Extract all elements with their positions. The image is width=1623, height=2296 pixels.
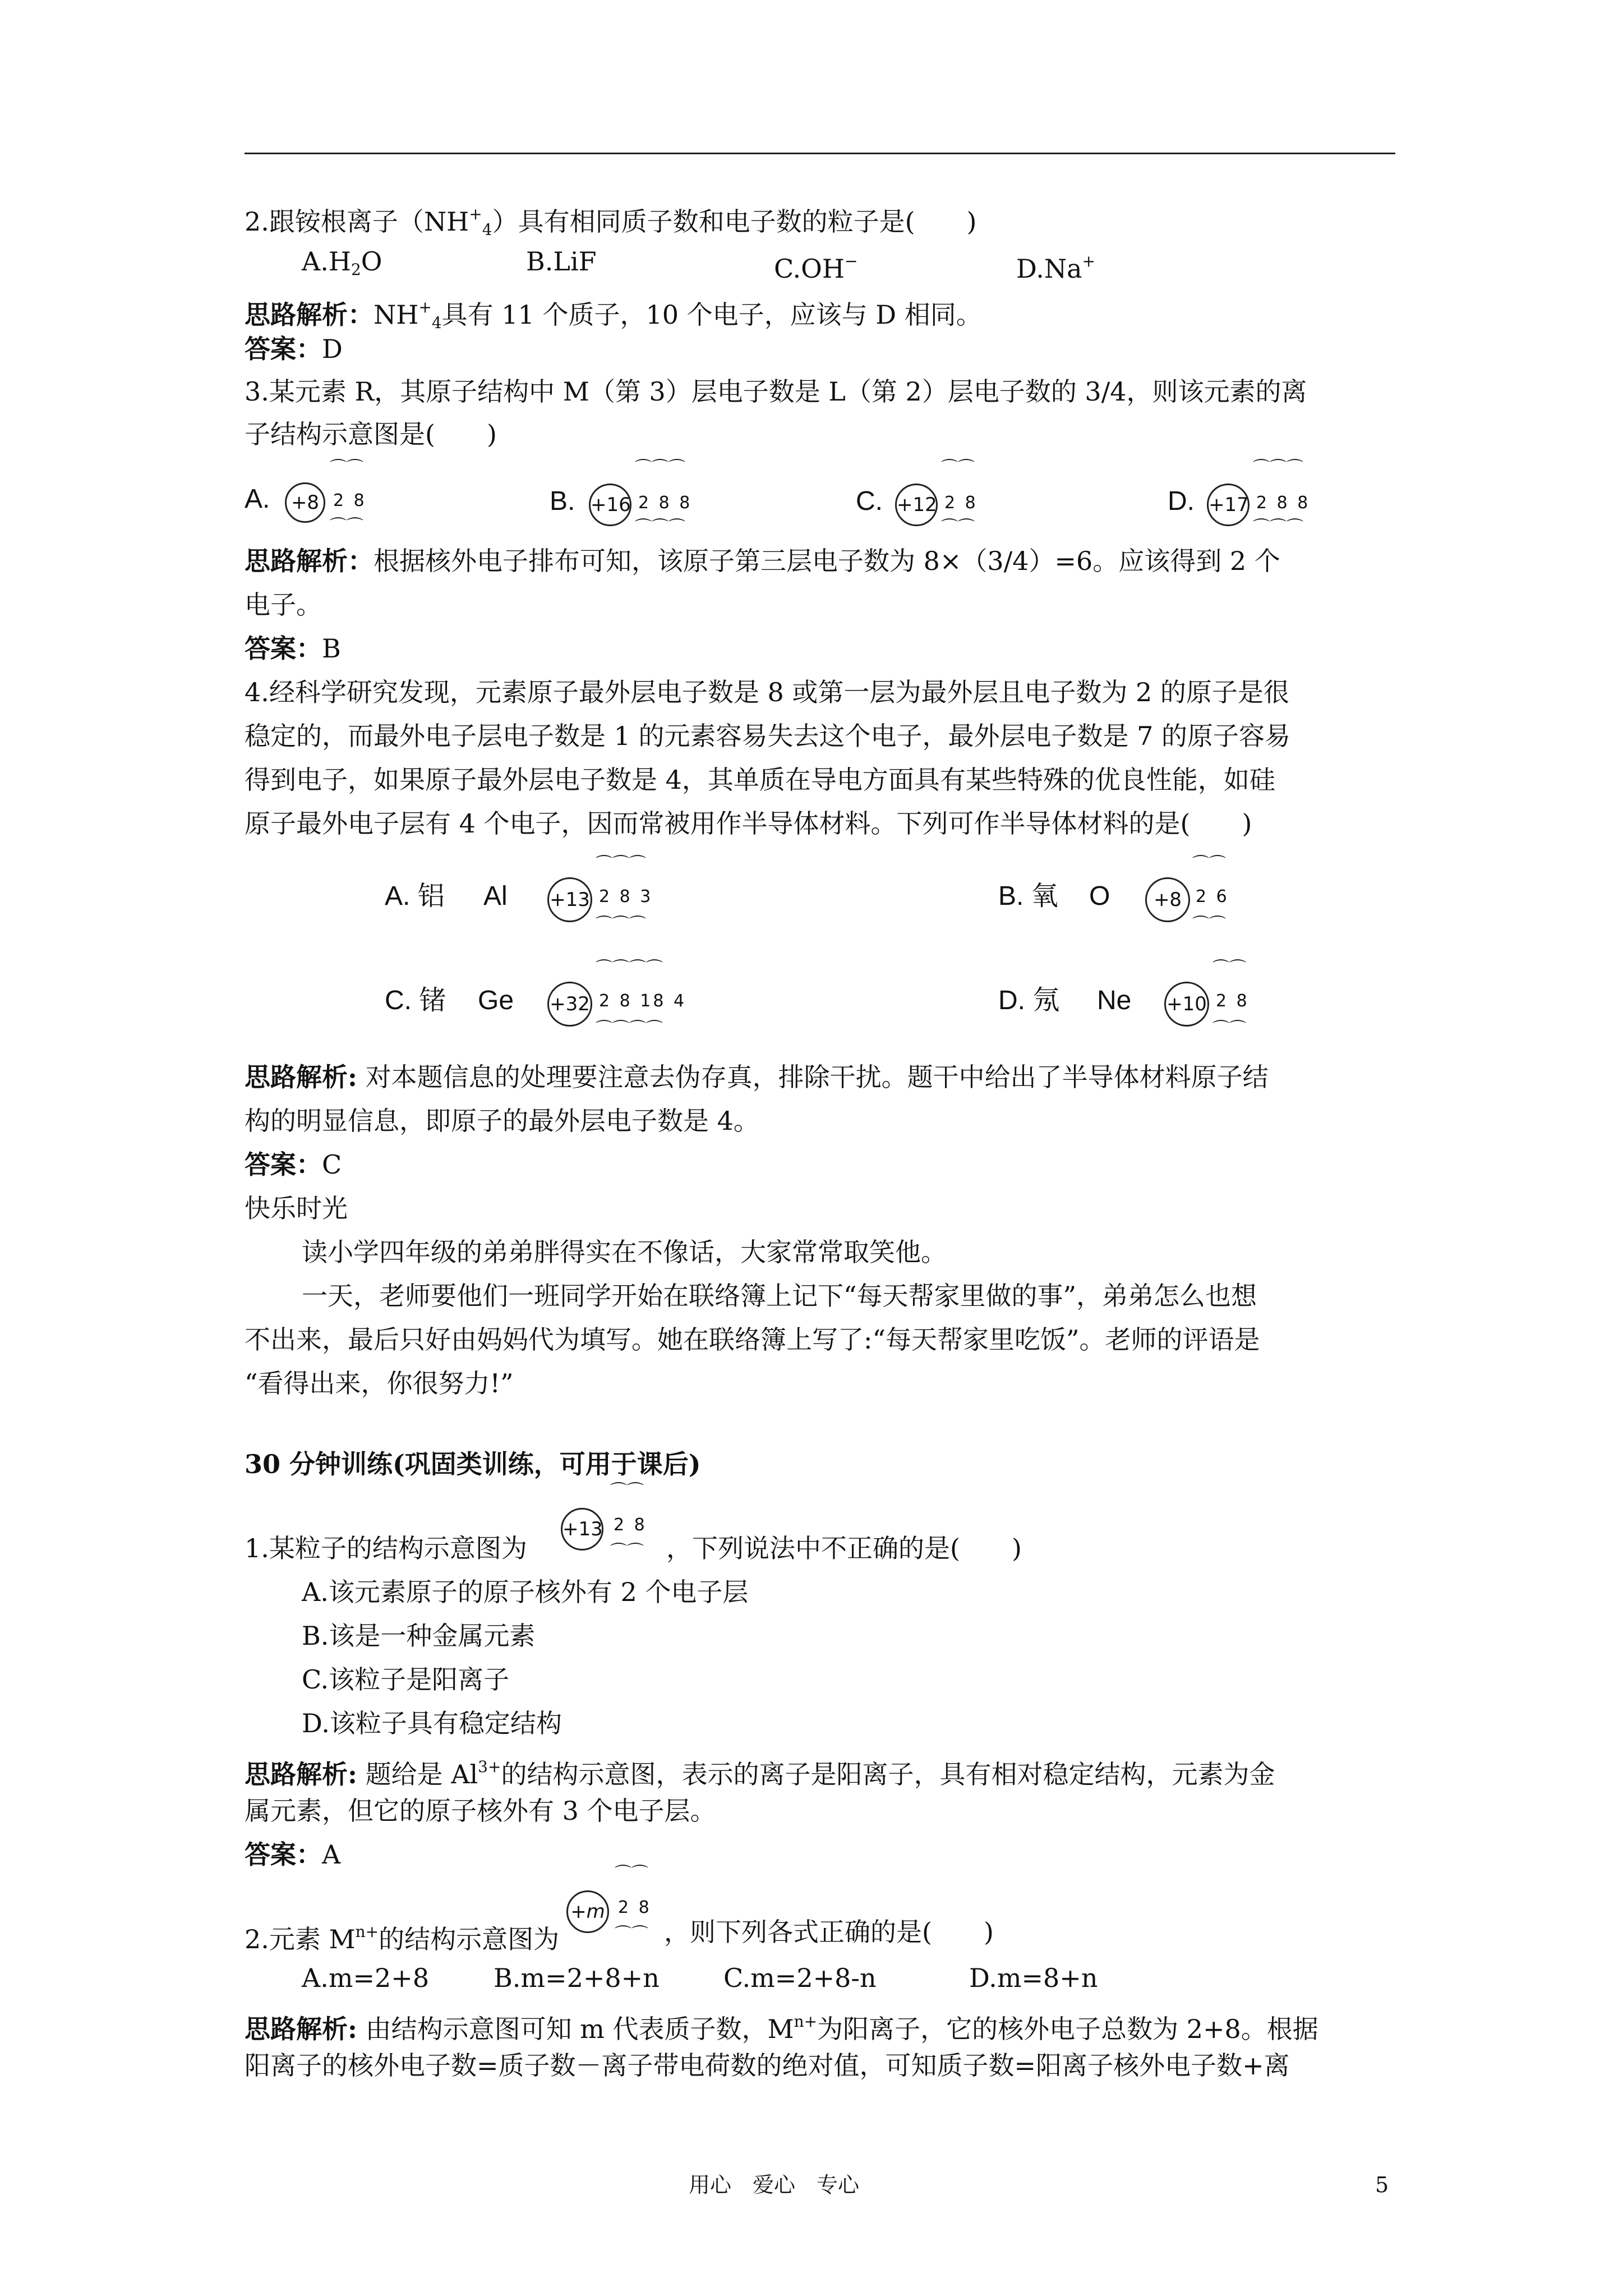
q4-option-c-label: C. 锗 xyxy=(385,986,446,1015)
shell-electrons: 2 8 xyxy=(614,1515,647,1535)
shell-electrons: 2 8 xyxy=(618,1898,652,1917)
shell-arcs-top: ⌒⌒ xyxy=(941,458,975,478)
t2-option-b: B.m=2+8+n xyxy=(494,1963,660,1993)
q3-option-b-label: B. xyxy=(550,486,575,516)
shell-arcs-bottom: ⌒⌒ xyxy=(330,517,363,536)
q2-option-b: B.LiF xyxy=(526,246,597,277)
shell-arcs-bottom: ⌒⌒ xyxy=(1212,1019,1246,1039)
shell-electrons: 2 8 18 4 xyxy=(599,991,687,1011)
q4-stem-line-3: 得到电子，如果原子最外层电子数是 4，其单质在导电方面具有某些特殊的优良性能，如硅 xyxy=(245,765,1275,795)
q2-option-c: C.OH− xyxy=(774,252,858,284)
shell-electrons: 2 6 xyxy=(1196,887,1229,907)
q4-option-c xyxy=(385,960,721,1045)
happy-time-title: 快乐时光 xyxy=(245,1193,348,1223)
q3-option-d-label: D. xyxy=(1168,486,1195,516)
shell-arcs-top: ⌒⌒ xyxy=(330,458,363,478)
q4-option-a-label: A. 铝 xyxy=(385,881,445,911)
shell-arcs-top: ⌒⌒⌒ xyxy=(635,458,685,478)
q3-option-c xyxy=(856,460,1024,539)
nucleus-circle: +10 xyxy=(1164,982,1209,1027)
t1-option-a: A.该元素原子的原子核外有 2 个电子层 xyxy=(302,1577,749,1607)
q3-option-a-label: A. xyxy=(245,484,270,514)
t1-stem-post: ，下列说法中不正确的是( ) xyxy=(666,1533,1022,1563)
nucleus-circle: +m xyxy=(566,1890,609,1933)
shell-arcs-bottom: ⌒⌒⌒ xyxy=(1253,518,1303,537)
t2-stem-pre: 2.元素 $M^{n+}$的结构示意图为 xyxy=(245,1922,560,1954)
shell-arcs-top: ⌒⌒ xyxy=(1212,959,1246,978)
q2-stem: 2.跟铵根离子$(NH^+_4)$具有相同质子数和电子数的粒子是( ) xyxy=(245,205,977,239)
header-rule xyxy=(245,153,1395,154)
t2-option-a: A.m=2+8 xyxy=(302,1963,430,1993)
t1-structure-diagram xyxy=(561,1483,673,1567)
t2-analysis-line-2: 阳离子的核外电子数=质子数－离子带电荷数的绝对值，可知质子数=阳离子核外电子数+离 xyxy=(245,2050,1290,2081)
q3-option-d xyxy=(1168,460,1347,539)
q3-option-c-label: C. xyxy=(856,486,883,516)
q3-option-b xyxy=(550,460,729,539)
t2-analysis-line-1: 思路解析: 由结构示意图可知 m 代表质子数，$M^{n+}$为阳离子，它的核外电子总数为 2+8。根据 xyxy=(245,2012,1318,2044)
nucleus-circle: +17 xyxy=(1207,484,1249,526)
element-symbol: O xyxy=(1089,881,1110,911)
q4-stem-line-1: 4.经科学研究发现，元素原子最外层电子数是 8 或第一层为最外层且电子数为 2 的原子是很 xyxy=(245,677,1289,707)
t1-option-b: B.该是一种金属元素 xyxy=(302,1621,536,1651)
happy-time-line-3: 不出来，最后只好由妈妈代为填写。她在联络簿上写了:“每天帮家里吃饭”。老师的评语是 xyxy=(245,1324,1260,1355)
shell-electrons: 2 8 8 xyxy=(1256,493,1311,513)
section-title: 30 分钟训练(巩固类训练，可用于课后) xyxy=(245,1449,701,1479)
q3-answer: 答案：B xyxy=(245,633,341,664)
t1-answer: 答案：A xyxy=(245,1839,341,1870)
q4-stem-line-4: 原子最外电子层有 4 个电子，因而常被用作半导体材料。下列可作半导体材料的是( ) xyxy=(245,808,1252,839)
nucleus-circle: +32 xyxy=(547,982,592,1027)
shell-electrons: 2 8 8 xyxy=(638,493,693,513)
q4-option-b xyxy=(998,856,1279,940)
shell-arcs-top: ⌒⌒ xyxy=(615,1864,648,1884)
t1-analysis-line-2: 属元素，但它的原子核外有 3 个电子层。 xyxy=(245,1796,716,1826)
happy-time-line-1: 读小学四年级的弟弟胖得实在不像话，大家常常取笑他。 xyxy=(302,1237,947,1267)
q3-stem-line-1: 3.某元素 R，其原子结构中 M（第 3）层电子数是 L（第 2）层电子数的 3/4，则该元素的离 xyxy=(245,376,1307,407)
q3-stem-line-2: 子结构示意图是( ) xyxy=(245,419,497,449)
q4-option-d-label: D. 氖 xyxy=(998,986,1060,1015)
shell-arcs-bottom: ⌒⌒ xyxy=(941,518,975,537)
q2-option-a: $A.H_2O$ xyxy=(302,246,382,279)
t2-option-d: D.m=8+n xyxy=(969,1963,1098,1993)
shell-electrons: 2 8 3 xyxy=(599,887,653,907)
nucleus-circle: +16 xyxy=(589,484,631,526)
shell-arcs-top: ⌒⌒⌒⌒ xyxy=(596,959,663,978)
q4-analysis-line-1: 思路解析: 对本题信息的处理要注意去伪存真，排除干扰。题干中给出了半导体材料原子结 xyxy=(245,1062,1269,1092)
q2-analysis: 思路解析：$NH^+_4$具有 11 个质子，10 个电子，应该与 D 相同。 xyxy=(245,298,982,332)
t1-stem-pre: 1.某粒子的结构示意图为 xyxy=(245,1533,527,1563)
q3-option-a xyxy=(245,460,413,539)
t2-structure-diagram xyxy=(566,1866,679,1950)
nucleus-circle: +13 xyxy=(547,877,592,922)
shell-electrons: 2 8 xyxy=(1216,991,1249,1011)
nucleus-circle: +13 xyxy=(561,1508,603,1550)
shell-arcs-bottom: ⌒⌒⌒ xyxy=(596,915,646,935)
q4-stem-line-2: 稳定的，而最外电子层电子数是 1 的元素容易失去这个电子，最外层电子数是 7 的原子容易 xyxy=(245,721,1291,751)
q4-analysis-line-2: 构的明显信息，即原子的最外层电子数是 4。 xyxy=(245,1106,759,1136)
footer-motto: 用心 爱心 专心 xyxy=(689,2173,860,2197)
happy-time-line-2: 一天，老师要他们一班同学开始在联络簿上记下“每天帮家里做的事”，弟弟怎么也想 xyxy=(302,1281,1257,1311)
shell-arcs-bottom: ⌒⌒ xyxy=(615,1925,648,1944)
shell-arcs-bottom: ⌒⌒ xyxy=(1192,915,1226,935)
nucleus-circle: +8 xyxy=(1145,877,1190,922)
element-symbol: Ge xyxy=(478,986,514,1015)
t2-stem-post: ，则下列各式正确的是( ) xyxy=(664,1917,994,1947)
shell-electrons: 2 8 xyxy=(333,491,367,510)
q2-answer: 答案：D xyxy=(245,334,343,364)
shell-electrons: 2 8 xyxy=(944,493,978,513)
t1-option-d: D.该粒子具有稳定结构 xyxy=(302,1708,562,1738)
nucleus-circle: +12 xyxy=(895,484,938,526)
t1-analysis-line-1: 思路解析: 题给是 $Al^{3+}$的结构示意图，表示的离子是阳离子，具有相对稳定结构，元素为金 xyxy=(245,1757,1275,1789)
q4-option-a xyxy=(385,856,699,940)
shell-arcs-top: ⌒⌒ xyxy=(610,1481,644,1501)
q4-option-d xyxy=(998,960,1279,1045)
shell-arcs-top: ⌒⌒⌒ xyxy=(596,854,646,874)
element-symbol: Ne xyxy=(1097,986,1132,1015)
t1-option-c: C.该粒子是阳离子 xyxy=(302,1664,510,1695)
page-number: 5 xyxy=(1375,2173,1389,2197)
shell-arcs-bottom: ⌒⌒⌒ xyxy=(635,518,685,537)
q2-option-d: D.Na+ xyxy=(1016,252,1096,284)
shell-arcs-top: ⌒⌒⌒ xyxy=(1253,458,1303,478)
q4-answer: 答案：C xyxy=(245,1149,342,1180)
happy-time-line-4: “看得出来，你很努力!” xyxy=(245,1368,514,1398)
q4-option-b-label: B. 氧 xyxy=(998,881,1058,911)
shell-arcs-top: ⌒⌒ xyxy=(1192,854,1226,874)
nucleus-circle: +8 xyxy=(285,482,325,523)
t2-option-c: C.m=2+8-n xyxy=(723,1963,877,1993)
element-symbol: Al xyxy=(483,881,508,911)
shell-arcs-bottom: ⌒⌒ xyxy=(610,1542,644,1562)
q3-analysis-line-1: 思路解析：根据核外电子排布可知，该原子第三层电子数为 8×（3/4）=6。应该得到 2 个 xyxy=(245,546,1280,576)
shell-arcs-bottom: ⌒⌒⌒⌒ xyxy=(596,1019,663,1039)
q3-analysis-line-2: 电子。 xyxy=(245,590,322,620)
